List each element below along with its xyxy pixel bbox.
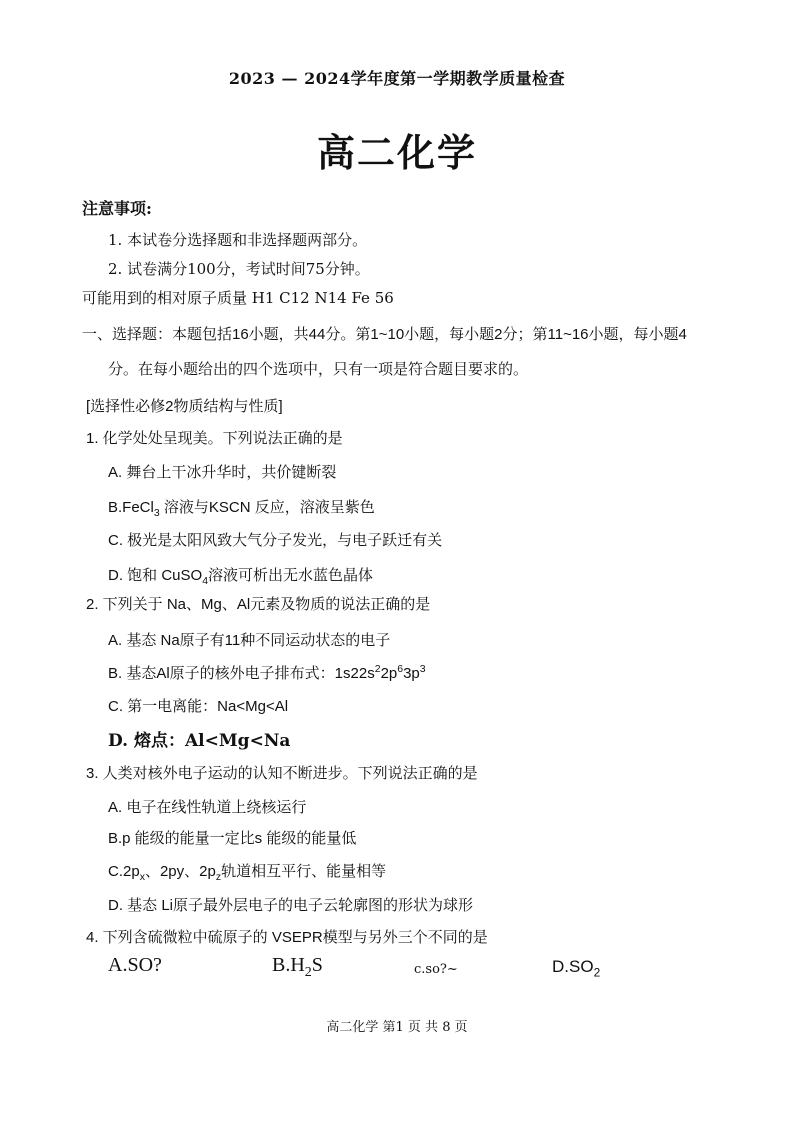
q3-option-d: D. 基态 Li原子最外层电子的电子云轮廓图的形状为球形 (108, 897, 474, 914)
page-footer: 高二化学 第1 页 共 8 页 (326, 1020, 468, 1035)
page-title: 高二化学 (316, 130, 477, 175)
q2-stem: 2. 下列关于 Na、Mg、Al元素及物质的说法正确的是 (86, 596, 431, 613)
q3-option-b: B.p 能级的能量一定比s 能级的能量低 (108, 830, 357, 847)
section-instructions-line-2: 分。在每小题给出的四个选项中，只有一项是符合题目要求的。 (108, 361, 529, 378)
q4-option-c: c.so?~ (414, 962, 458, 977)
q3-option-c: $C.2p_x$、2py、$2p_z$轨道相互平行、能量相等 (108, 863, 387, 883)
notice-title: 注意事项: (82, 199, 152, 218)
notice-item-2: 2. 试卷满分100分，考试时间75分钟。 (108, 260, 370, 278)
q2-option-d: D. 熔点：Al<Mg<Na (108, 731, 291, 751)
q3-stem: 3. 人类对核外电子运动的认知不断进步。下列说法正确的是 (86, 765, 478, 782)
q2-option-b: B. 基态Al原子的核外电子排布式：$1s22s^22p^63p^3$ (108, 663, 426, 682)
q4-option-a: A.SO? (108, 954, 162, 976)
exam-header: 2023 — 2024学年度第一学期教学质量检查 (228, 69, 566, 88)
atomic-mass-line: 可能用到的相对原子质量 H1 C12 N14 Fe 56 (82, 289, 394, 307)
q4-option-d: $D.SO_2$ (552, 957, 601, 980)
q2-option-c: C. 第一电离能：Na<Mg<Al (108, 698, 289, 715)
q4-option-b: $B.H_2S$ (272, 954, 323, 980)
q1-option-d: D. 饱和 CuSO$_4$溶液可析出无水蓝色晶体 (108, 567, 374, 587)
subsection-heading: [选择性必修2物质结构与性质] (86, 398, 283, 415)
q1-option-b: B.FeCl$_3$ 溶液与KSCN 反应，溶液呈紫色 (108, 499, 375, 519)
section-instructions-line-1: 一、选择题：本题包括16小题，共44分。第1~10小题，每小题2分；第11~16小题，每小题4 (82, 326, 687, 343)
q2-option-a: A. 基态 Na原子有11种不同运动状态的电子 (108, 632, 391, 649)
q4-stem: 4. 下列含硫微粒中硫原子的 VSEPR模型与另外三个不同的是 (86, 929, 488, 946)
q1-option-c: C. 极光是太阳风致大气分子发光，与电子跃迁有关 (108, 532, 443, 549)
q3-option-a: A. 电子在线性轨道上绕核运行 (108, 799, 307, 816)
q1-option-a: A. 舞台上干冰升华时，共价键断裂 (108, 464, 337, 481)
q1-stem: 1. 化学处处呈现美。下列说法正确的是 (86, 430, 343, 447)
notice-item-1: 1. 本试卷分选择题和非选择题两部分。 (108, 231, 368, 249)
